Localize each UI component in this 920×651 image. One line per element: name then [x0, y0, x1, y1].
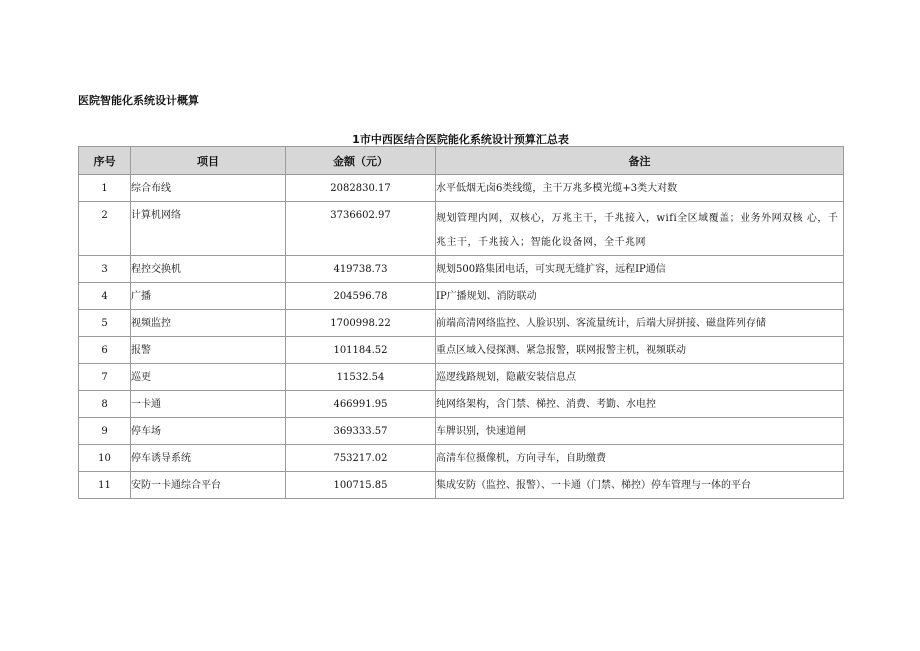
- table-row: [79, 175, 844, 202]
- cell-note: 高清车位摄像机，方向寻车，自助缴费: [436, 445, 844, 472]
- cell-seq: 1: [79, 175, 131, 202]
- cell-amount: 419738.73: [286, 256, 436, 283]
- cell-note: 规划500路集团电话，可实现无缝扩容，远程IP通信: [436, 256, 844, 283]
- cell-seq: 11: [79, 472, 131, 499]
- budget-summary-table: [78, 146, 844, 499]
- cell-item: 一卡通: [131, 391, 286, 418]
- cell-note: 前端高清网络监控、人脸识别、客流量统计，后端大屏拼接、磁盘阵列存储: [436, 310, 844, 337]
- cell-item: 安防一卡通综合平台: [131, 472, 286, 499]
- header-note: 备注: [436, 147, 844, 175]
- table-row: [79, 364, 844, 391]
- cell-note: 水平低烟无卤6类线缆，主干万兆多模光缆+3类大对数: [436, 175, 844, 202]
- cell-note: 纯网络架构，含门禁、梯控、消费、考勤、水电控: [436, 391, 844, 418]
- table-title: 1市中西医结合医院能化系统设计预算汇总表: [352, 133, 569, 146]
- header-amount: 金额（元）: [286, 147, 436, 175]
- cell-seq: 3: [79, 256, 131, 283]
- table-row: [79, 337, 844, 364]
- header-seq: 序号: [79, 147, 131, 175]
- cell-seq: 2: [79, 202, 131, 256]
- table-row: [79, 256, 844, 283]
- cell-item: 综合布线: [131, 175, 286, 202]
- cell-item: 停车场: [131, 418, 286, 445]
- cell-amount: 2082830.17: [286, 175, 436, 202]
- cell-amount: 753217.02: [286, 445, 436, 472]
- cell-seq: 6: [79, 337, 131, 364]
- table-row: [79, 283, 844, 310]
- table-row: [79, 472, 844, 499]
- table-row: [79, 391, 844, 418]
- cell-item: 视频监控: [131, 310, 286, 337]
- header-item: 项目: [131, 147, 286, 175]
- cell-seq: 4: [79, 283, 131, 310]
- cell-amount: 204596.78: [286, 283, 436, 310]
- table-row: [79, 418, 844, 445]
- cell-amount: 1700998.22: [286, 310, 436, 337]
- cell-note: IP广播规划、消防联动: [436, 283, 844, 310]
- cell-seq: 5: [79, 310, 131, 337]
- table-row: [79, 202, 844, 256]
- cell-note: 重点区域入侵探测、紧急报警，联网报警主机，视频联动: [436, 337, 844, 364]
- cell-note: 规划管理内网，双核心，万兆主干，千兆接入，wifi全区域覆盖；业务外网双核 心，千兆主干，千兆接入；智能化设备网，全千兆网: [436, 202, 844, 256]
- document-heading: 医院智能化系统设计概算: [78, 94, 199, 107]
- cell-note: 巡逻线路规划，隐蔽安装信息点: [436, 364, 844, 391]
- cell-item: 计算机网络: [131, 202, 286, 256]
- cell-amount: 369333.57: [286, 418, 436, 445]
- cell-amount: 11532.54: [286, 364, 436, 391]
- table-row: [79, 310, 844, 337]
- cell-item: 报警: [131, 337, 286, 364]
- cell-item: 停车诱导系统: [131, 445, 286, 472]
- cell-item: 巡更: [131, 364, 286, 391]
- cell-note: 集成安防（监控、报警）、一卡通（门禁、梯控）停车管理与一体的平台: [436, 472, 844, 499]
- cell-item: 广播: [131, 283, 286, 310]
- table-row: [79, 445, 844, 472]
- cell-seq: 10: [79, 445, 131, 472]
- cell-seq: 7: [79, 364, 131, 391]
- cell-seq: 9: [79, 418, 131, 445]
- cell-amount: 100715.85: [286, 472, 436, 499]
- cell-amount: 466991.95: [286, 391, 436, 418]
- cell-seq: 8: [79, 391, 131, 418]
- cell-amount: 101184.52: [286, 337, 436, 364]
- cell-amount: 3736602.97: [286, 202, 436, 256]
- cell-item: 程控交换机: [131, 256, 286, 283]
- table-header-row: [79, 147, 844, 175]
- cell-note: 车牌识别，快速道闸: [436, 418, 844, 445]
